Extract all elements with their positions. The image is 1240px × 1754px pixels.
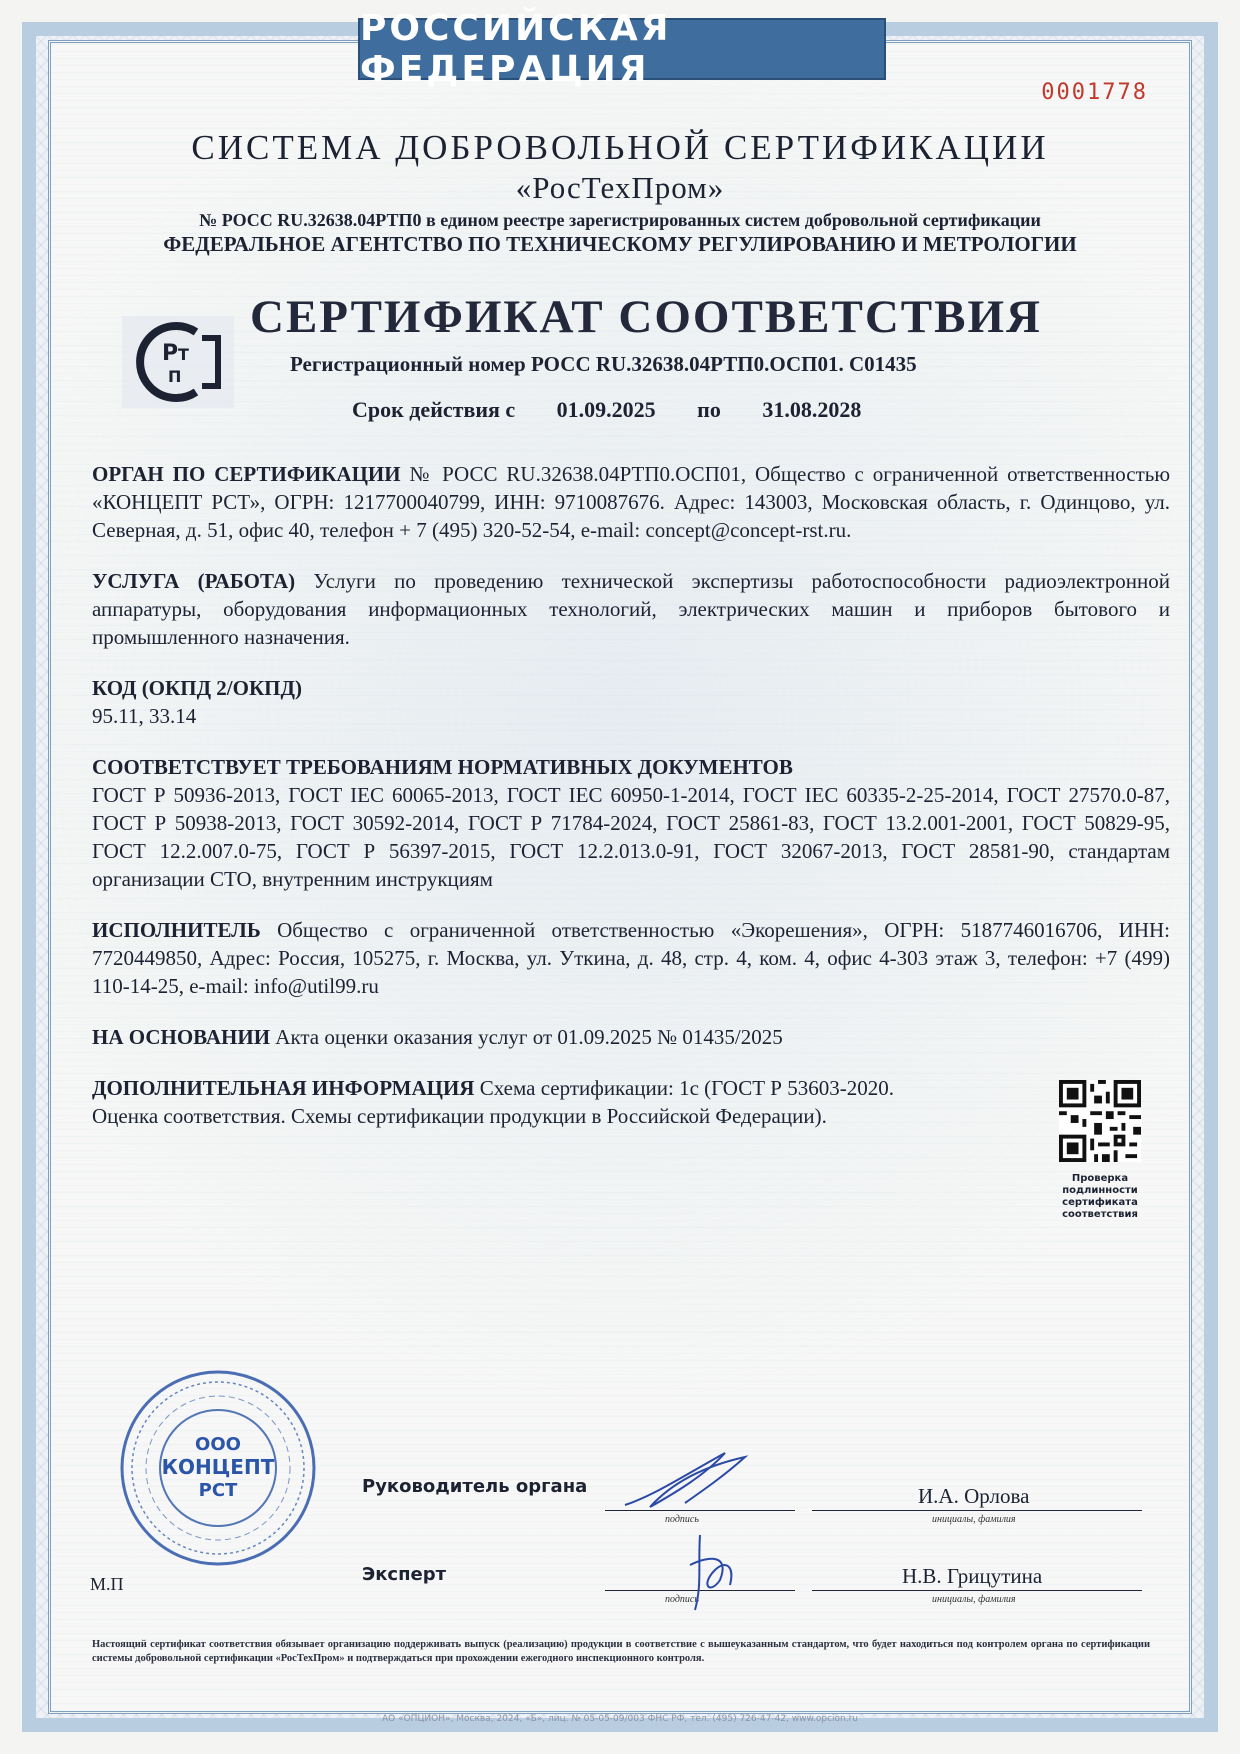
stamp-place-label: М.П [90, 1574, 124, 1594]
agency-name: ФЕДЕРАЛЬНОЕ АГЕНТСТВО ПО ТЕХНИЧЕСКОМУ РЕГУЛИРОВАНИЮ И МЕТРОЛОГИИ [163, 232, 1077, 256]
head-name-line [812, 1510, 1142, 1511]
expert-signature [660, 1525, 760, 1615]
section-label: НА ОСНОВАНИИ [92, 1025, 271, 1049]
additional-info-section [92, 1074, 952, 1130]
section-text: 95.11, 33.14 [92, 704, 197, 728]
section-label: ДОПОЛНИТЕЛЬНАЯ ИНФОРМАЦИЯ [92, 1076, 475, 1100]
validity-label: Срок действия с [352, 397, 516, 422]
organization-stamp [118, 1368, 318, 1568]
section-text: Услуги по проведению технической экспертизы работоспособности радиоэлектронной аппаратуры, оборудования информационных технологий, электрических машин и приборов бытового и промышленного назначения. [92, 569, 1170, 649]
qr-code-icon[interactable] [1059, 1080, 1141, 1162]
expert-name-line [812, 1590, 1142, 1591]
head-signature-caption: подпись [665, 1514, 699, 1525]
expert-name: Н.В. Грицутина [902, 1564, 1043, 1588]
code-section [92, 674, 1170, 730]
registration-number: Регистрационный номер РОСС RU.32638.04РТП0.ОСП01. С01435 [290, 352, 917, 376]
section-label: КОД (ОКПД 2/ОКПД) [92, 676, 302, 700]
head-signature [615, 1445, 765, 1520]
stamp-line-3: РСТ [198, 1480, 238, 1501]
validity-period [352, 397, 861, 423]
certification-body-section [92, 460, 1170, 544]
section-text: Схема сертификации: 1с (ГОСТ Р 53603-2020. Оценка соответствия. Схемы сертификации продукции в Российской Федерации). [92, 1076, 894, 1128]
svg-text:Т: Т [178, 345, 189, 364]
system-title: СИСТЕМА ДОБРОВОЛЬНОЙ СЕРТИФИКАЦИИ [191, 128, 1049, 167]
printer-imprint: АО «ОПЦИОН», Москва, 2024, «Б», лиц. № 05-05-09/003 ФНС РФ, тел. (495) 726-47-42, www.opcion.ru [381, 1714, 858, 1724]
certificate-footer-note: Настоящий сертификат соответствия обязывает организацию поддерживать выпуск (реализацию) продукции в соответствие с вышеуказанным стандартом, что будет находиться под контролем органа по сертификации системы добровольной сертификации «РосТехПром» и подтверждаться при прохождении ежегодного инспекционного контроля. [92, 1639, 1150, 1664]
banner-text: РОССИЙСКАЯ ФЕДЕРАЦИЯ [360, 8, 672, 90]
svg-text:П: П [168, 367, 182, 386]
expert-name-caption: инициалы, фамилия [932, 1594, 1016, 1605]
head-role-label: Руководитель органа [362, 1476, 588, 1497]
head-name-caption: инициалы, фамилия [932, 1514, 1016, 1525]
section-text: Общество с ограниченной ответственностью «Экорешения», ОГРН: 5187746016706, ИНН: 7720449850, Адрес: Россия, 105275, г. Москва, ул. Уткина, д. 48, стр. 4, ком. 4, офис 4-303 этаж 3, телефон: +7 (499) 110-14-25, e-mail: info@util99.ru [92, 918, 1170, 998]
rtp-certification-mark-icon [118, 312, 238, 412]
standards-section [92, 753, 1170, 893]
executor-section [92, 916, 1170, 1000]
system-name: «РосТехПром» [515, 170, 725, 205]
expert-signature-caption: подпись [665, 1594, 699, 1605]
qr-label: Проверка подлинности сертификата соответствия [1062, 1173, 1138, 1220]
serial-number: 0001778 [1041, 80, 1148, 105]
head-name: И.А. Орлова [918, 1484, 1030, 1508]
stamp-line-1: ООО [195, 1434, 241, 1455]
basis-section [92, 1023, 1170, 1051]
svg-text:Р: Р [162, 341, 179, 366]
section-label: ОРГАН ПО СЕРТИФИКАЦИИ [92, 462, 401, 486]
section-text: ГОСТ Р 50936-2013, ГОСТ IEC 60065-2013, ГОСТ IEC 60950-1-2014, ГОСТ IEC 60335-2-25-2014, ГОСТ 27570.0-87, ГОСТ Р 50938-2013, ГОСТ 30592-2014, ГОСТ Р 71784-2024, ГОСТ 25861-83, ГОСТ 13.2.001-2001, ГОСТ 50829-95, ГОСТ 12.2.007.0-75, ГОСТ Р 56397-2015, ГОСТ 12.2.013.0-91, ГОСТ 32067-2013, ГОСТ 28581-90, стандартам организации СТО, внутренним инструкциям [92, 783, 1170, 891]
stamp-line-2: КОНЦЕПТ [161, 1455, 275, 1479]
country-banner [358, 8, 886, 90]
section-text: № РОСС RU.32638.04РТП0.ОСП01, Общество с ограниченной ответственностью «КОНЦЕПТ РСТ», ОГРН: 1217700040799, ИНН: 9710087676. Адрес: 143003, Московская область, г. Одинцово, ул. Северная, д. 51, офис 40, телефон + 7 (495) 320-52-54, e-mail: concept@concept-rst.ru. [92, 462, 1171, 542]
section-label: СООТВЕТСТВУЕТ ТРЕБОВАНИЯМ НОРМАТИВНЫХ ДОКУМЕНТОВ [92, 755, 793, 779]
registry-line: № РОСС RU.32638.04РТП0 в едином реестре зарегистрированных систем добровольной сертификации [199, 210, 1041, 230]
valid-to: 31.08.2028 [762, 397, 862, 422]
valid-from: 01.09.2025 [556, 397, 656, 422]
certificate-sections [92, 460, 1170, 1153]
section-label: УСЛУГА (РАБОТА) [92, 569, 296, 593]
section-text: Акта оценки оказания услуг от 01.09.2025 № 01435/2025 [275, 1025, 783, 1049]
section-label: ИСПОЛНИТЕЛЬ [92, 918, 261, 942]
certificate-title: СЕРТИФИКАТ СООТВЕТСТВИЯ [250, 291, 1042, 343]
expert-role-label: Эксперт [362, 1564, 447, 1585]
validity-separator: по [697, 397, 721, 422]
service-section [92, 567, 1170, 651]
qr-verification[interactable] [1050, 1080, 1150, 1221]
